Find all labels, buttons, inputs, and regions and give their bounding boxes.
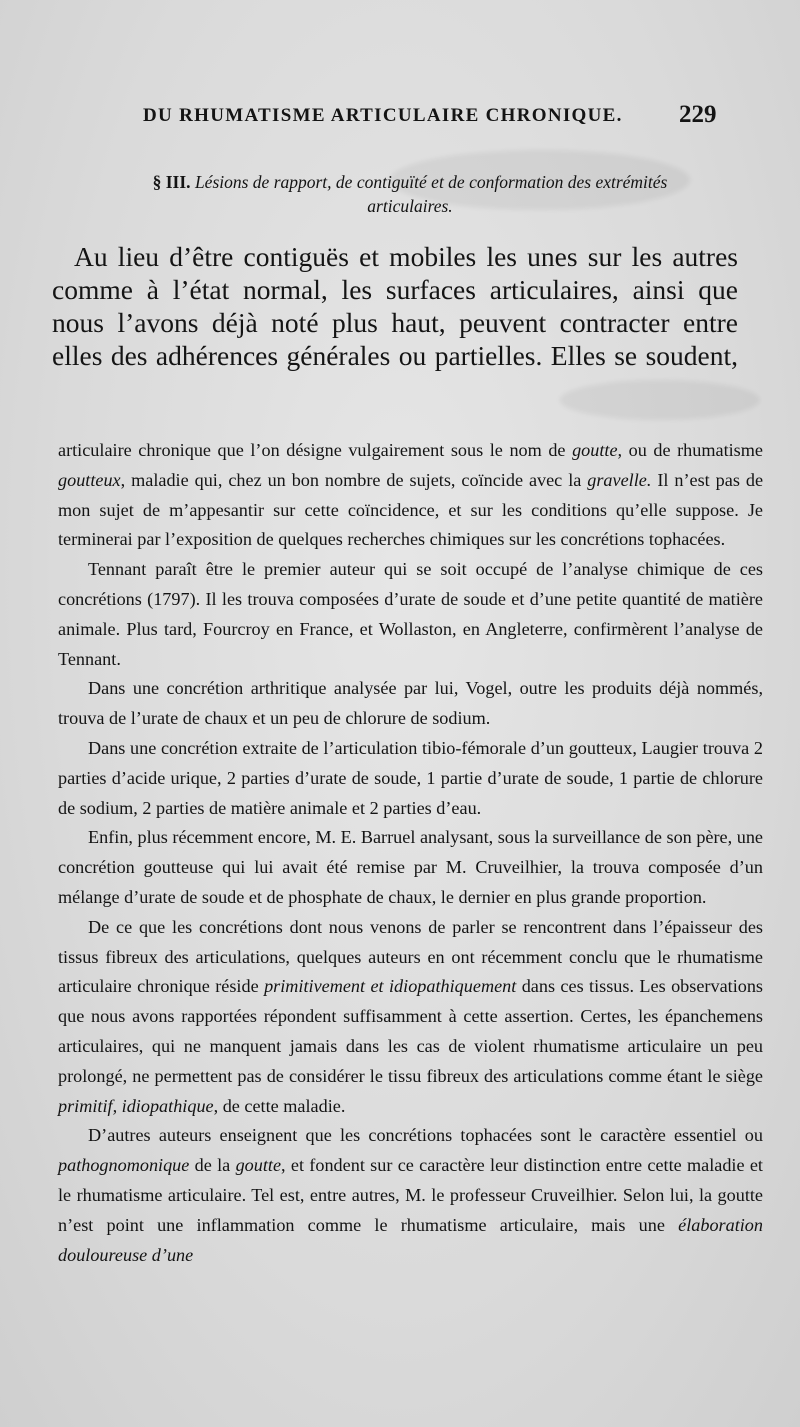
italic-term: primitivement et idiopathiquement: [264, 976, 517, 997]
italic-term: goutteux: [58, 469, 121, 490]
section-title-part-1: Lésions de rapport, de contiguïté et de conformation des extrémités: [194, 172, 668, 192]
section-number: § III.: [152, 172, 191, 192]
footnote-paragraph-5: Enfin, plus récemment encore, M. E. Barruel analysant, sous la surveillance de son père, une concrétion goutteuse qui lui avait été remise par M. Cruveilhier, la trouva composée d’un mélange d’urate de soude et de phosphate de chaux, le dernier en plus grande proportion.: [58, 827, 763, 907]
running-title: DU RHUMATISME ARTICULAIRE CHRONIQUE.: [143, 105, 623, 126]
italic-term: primitif, idiopathique: [58, 1095, 214, 1116]
italic-term: goutte,: [572, 440, 623, 460]
italic-term: gravelle.: [587, 469, 652, 490]
italic-term: pathognomonique: [58, 1155, 190, 1176]
text-run: , et fondent sur ce caractère leur distinction entre cette maladie et le rhumatisme articulaire. Tel est, entre autres, M. le professeur Cruveilhier. Selon lui, la goutte n’est point une inflammation comme le rhumatisme articulaire, mais une: [58, 1155, 763, 1235]
footnote-paragraph-3: Dans une concrétion arthritique analysée par lui, Vogel, outre les produits déjà nommés, trouva de l’urate de chaux et un peu de chlorure de sodium.: [58, 678, 763, 729]
section-heading: [60, 170, 760, 218]
text-run: de la: [189, 1155, 236, 1176]
main-text-line: Au lieu d’être contiguës et mobiles les unes sur les autres: [74, 241, 738, 272]
italic-term: élaboration douloureuse d’une: [58, 1214, 763, 1265]
italic-term: goutte: [235, 1155, 282, 1176]
text-run: Il n’est pas de mon sujet de m’appesantir sur cette coïncidence, et sur les conditions qu’elle suppose. Je terminerai par l’exposition de quelques recherches chimiques sur les concrétions tophacées.: [58, 469, 764, 550]
main-text: [52, 240, 738, 372]
text-run: D’autres auteurs enseignent que les concrétions tophacées sont le caractère essentiel ou: [88, 1125, 763, 1146]
page-number: 229: [679, 101, 717, 128]
footnote-paragraph-2: Tennant paraît être le premier auteur qui se soit occupé de l’analyse chimique de ces concrétions (1797). Il les trouva composées d’urate de soude et d’une petite quantité de matière animale. Plus tard, Fourcroy en France, et Wollaston, en Angleterre, confirmèrent l’analyse de Tennant.: [58, 559, 763, 669]
main-text-line: nous l’avons déjà noté plus haut, peuvent contracter entre: [52, 307, 738, 338]
footnote-paragraph-6: [58, 913, 763, 1122]
main-text-line: elles des adhérences générales ou partielles. Elles se soudent,: [52, 340, 738, 371]
footnote-paragraph-4: Dans une concrétion extraite de l’articulation tibio-fémorale d’un goutteux, Laugier trouva 2 parties d’acide urique, 2 parties d’urate de soude, 1 partie d’urate de soude, 1 partie de chlorure de sodium, 2 parties de matière animale et 2 parties d’eau.: [58, 737, 763, 818]
footnote-paragraph-7: [58, 1121, 763, 1270]
text-run: , de cette maladie.: [213, 1095, 346, 1116]
section-heading-line-1: [60, 170, 760, 194]
running-header: [0, 103, 800, 133]
text-run: , maladie qui, chez un bon nombre de sujets, coïncide avec la: [120, 469, 588, 490]
text-run: ou de rhumatisme: [622, 440, 763, 460]
text-run: articulaire chronique que l’on désigne vulgairement sous le nom de: [58, 440, 573, 460]
text-run: De ce que les concrétions dont nous venons de parler se rencontrent dans l’épaisseur des tissus fibreux des articulations, quelques auteurs en ont récemment conclu que le rhumatisme articulaire chronique réside: [58, 916, 763, 997]
section-title-part-2: articulaires.: [367, 196, 453, 216]
page-stain: [560, 380, 760, 420]
text-run: dans ces tissus. Les observations que nous avons rapportées répondent suffisamment à cette assertion. Certes, les épanchemens articulaires, qui ne manquent jamais dans les cas de violent rhumatisme articulaire un peu prolongé, ne permettent pas de considérer le tissu fibreux des articulations comme étant le siège: [58, 976, 764, 1086]
footnote-text: [58, 436, 763, 1270]
main-text-line: comme à l’état normal, les surfaces articulaires, ainsi que: [52, 274, 738, 305]
footnote-paragraph-1: [58, 436, 763, 555]
